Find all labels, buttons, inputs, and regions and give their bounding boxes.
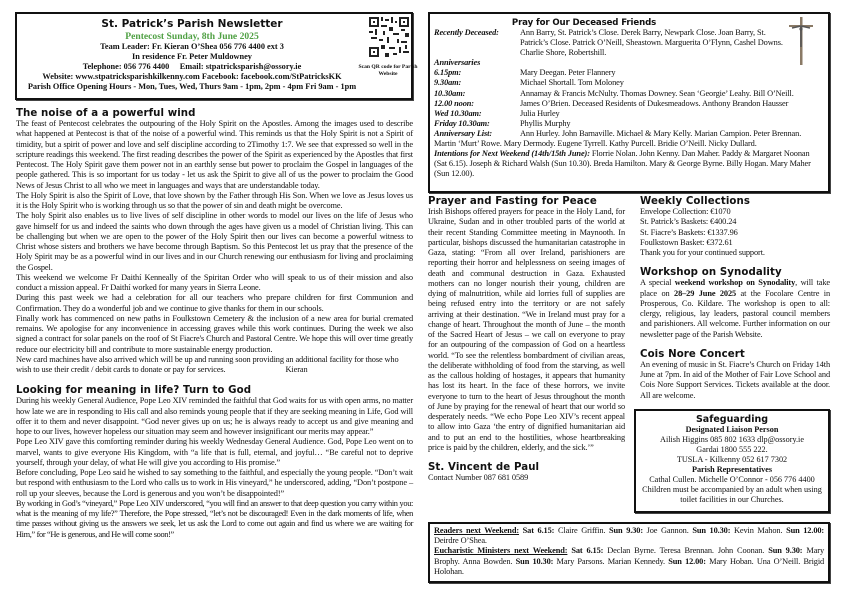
workshop-date: 28–29 June 2025 (674, 288, 737, 298)
collection-line: Envelope Collection: €1070 (640, 207, 731, 216)
text: , will take place on (640, 278, 831, 298)
signature: Kieran (285, 365, 308, 374)
gardai-contact: Gardai 1800 555 222. (696, 445, 768, 454)
noise-heading: The noise of a a powerful wind (16, 108, 196, 119)
anniversary-time: Wed 10.30am: (434, 108, 482, 118)
anniversary-names: James O’Brien. Deceased Residents of Dukesmeadows. Anthony Brandon Hausser (520, 98, 789, 108)
intentions: Florrie Nolan. John Kenny. Dan Maher. Paddy & Margaret Noonan (Sat 6.15). Joseph & Richard Walsh (Sun 10.30). Breda Hamilton. Mary & George Byrne. Billy Hogan. Mary Maher (Sun 12.00). (434, 149, 811, 179)
ministers-rota (434, 546, 824, 577)
collections-heading: Weekly Collections (640, 196, 751, 207)
rota-names: Deirdre O’Shea. (434, 536, 487, 546)
intentions-label: Intentions for Next Weekend (14th/15th June): (434, 149, 590, 159)
newsletter-date: Pentecost Sunday, 8th June 2025 (125, 31, 259, 42)
rota-time: Sun 10.30: (692, 526, 731, 535)
paragraph: Pope Leo XIV gave this comforting reminder during his weekly Wednesday General Audience. God, Pope Leo went on to marvel, wants to give everyone His Kingdom, with “a life that is full, eternal, and joyful… “Be careful not to deprive yourself, through your delay, of what He will give you according to His promise.” (16, 437, 413, 467)
rota-names: Kevin Mahon. (734, 526, 783, 535)
workshop-heading: Workshop on Synodality (640, 267, 782, 279)
anniversary-time: 12.00 noon: (434, 98, 474, 108)
paragraph: This weekend we welcome Fr Daithí Kenneally of the Spiritan Order who will speak to us of their mission and also conduct a mission appeal. Fr Daithí worked for many years in Sierra Leone. (16, 272, 413, 292)
paragraph: The holy Spirit also enables us to live lives of self discipline in other words to model our lives on the life of Jesus who gave himself for us and indeed the saints who down through the ages have given us a model of Christian living. This can be challenging but when we are open to the power of the Holy Spirit then our lives can become a powerful witness to Christ whose sisters and brothers we have become through Baptism. So this Pentecost let us pray that the presence of the Holy Spirit may be as a powerful wind in our lives and in our Church renewing our enthusiasm for living and proclaiming the Gospel. (16, 211, 413, 272)
rota-names: Mary Hoban. Una O’Neill. Brigid Holohan. (434, 556, 825, 576)
collection-line: St. Fiacre’s Baskets: €1337.96 (640, 227, 738, 237)
tusla-contact: TUSLA - Kilkenny 052 617 7302 (676, 455, 788, 464)
in-residence: In residence Fr. Peter Muldowney (132, 51, 252, 61)
text: A special (640, 278, 675, 288)
svp-heading: St. Vincent de Paul (428, 462, 540, 473)
paragraph: By working in God’s “vineyard,” Pope Leo XIV underscored, “you will find an answer to that deep question you carry within you: what is the meaning of my life?” Therefore, the Pope stressed, “let’s not be discouraged! Even in the dark moments of life, when time passes without giving us the answers we seek, let us ask the Lord to come out again and find us where we are waiting for Him,” for “He is generous, and He will come soon!” (16, 498, 413, 539)
paragraph: During his weekly General Audience, Pope Leo XIV reminded the faithful that God waits for us with open arms, no matter how late we are in responding to His call and also reminds young people that if they are seeking meaning in Life, God will offer it to them and never disappoint. “God never gives up on us; he is always ready to accept us and give meaning and hope to our lives, however hopeless our situation may seem and however insignificant our merits may appear.” (16, 396, 413, 436)
anniversary-time: 9.30am: (434, 78, 462, 88)
paragraph: Finally work has commenced on new paths in Foulkstown Cemetery & the inclusion of a new area for burial cremated remains. We apologise for any inconvenience in accessing graves while this work continues. During the week we also signed a contract for solar panels on the roof of St Fiacre's Church and Pastoral Centre. We hope this will over time greatly reduce our electricity bill and contribute to more sustainable energy production. (16, 313, 413, 354)
qr-code-icon[interactable] (369, 17, 409, 57)
deceased-title: Pray for Our Deceased Friends (511, 18, 657, 28)
anniversary-names: Annamay & Francis McNulty. Thomas Downey. Sean ‘Georgie’ Leahy. Bill O’Neill. (520, 88, 794, 98)
concert-text: An evening of music in St. Fiacre’s Church on Friday 14th June at 7pm. In aid of the Mother of Fair Love School and Cois Nore Support Services. Tickets available at the door. All are welcome. (640, 359, 830, 400)
rota-time: Sun 12.00: (668, 556, 706, 566)
recently-deceased: Ann Barry, St. Patrick’s Close. Derek Barry, Newpark Close. Joan Barry, St. Patrick’s Close. Patrick O’Neill, Sheastown. Marguerita O’Flynn, Cashel Downs. Charlie Shore, Robertshill. (520, 28, 783, 58)
safeguarding-box (634, 409, 830, 513)
collection-thanks: Thank you for your continued support. (640, 248, 765, 257)
office-hours: Parish Office Opening Hours - Mon, Tues, Wed, Thurs 9am - 1pm, 2pm - 4pm Fri 9am - 1pm (27, 81, 357, 91)
paragraph: The Holy Spirit is also the Spirit of Love, that love shown by the Father through His Son. When we love as Jesus loves us it is the Holy Spirit who is working through us so that the power of sin and death might be overcome. (16, 190, 413, 210)
collection-line: St. Patrick’s Baskets: €400.24 (640, 217, 737, 227)
rota-names: Mary Brophy. Anna Bowden. (434, 546, 824, 566)
reps-label: Parish Representatives (691, 465, 773, 474)
middle-column (428, 196, 625, 483)
newsletter-header (15, 12, 418, 100)
anniversaries-label: Anniversaries (434, 58, 481, 68)
website: Website: www.stpatricksparishkilkenny.com Facebook: facebook.com/StPatricksKK (42, 71, 342, 81)
rota-names: Mary Parsons. Marian Kennedy. (556, 556, 666, 566)
anniversary-time: 6.15pm: (434, 68, 462, 78)
peace-article: Irish Bishops offered prayers for peace in the Holy Land, for Ukraine, Sudan and in other troubled parts of the world at their recent Standing Committee meeting in Maynooth. In particular, bishops discussed the humanitarian catastrophe in Gaza, stating: “From all over Ireland, parishioners are reporting their horror and helplessness on seeing images of death and communal destruction in Gaza. Exhausted mothers can no longer nourish their young, children are dying of malnutrition, while aid lorries full of supplies are being refused entry into the territory or are not safely arriving at their destination. “We in Ireland must pray for a change of heart. Throughout the month of June – the month of the Sacred Heart of Jesus – we call on everyone to pray for an outpouring of the compassion of God on a heartless world. “To see the relentless bombardment of civilian areas, the deliberate withholding of food from the starving, as well as the callous holding of hostages, it appears that humanity has lost its heart. In the face of these horrors, we invite everyone to turn to the heart of Jesus throughout the month of June by praying for the renewal of heart that our world so desperately needs. “We echo Pope Leo XIV’s recent appeal to allow into Gaza ‘the entry of dignified humanitarian aid and to put an end to the hostilities, whose heartbreaking price is paid by the children, elderly, and the sick.’” (428, 207, 625, 452)
paragraph: New card machines have also arrived which will be up and running soon providing an additional facility for those who wish to use their credit / debit cards to donate or pay for services. (16, 354, 399, 374)
collection-line: Foulkstown Basket: €372.61 (640, 237, 733, 247)
dlp-contact: Ailish Higgins 085 802 1633 dlp@ossory.ie (660, 435, 804, 444)
rota-time: Sun 9.30: (609, 526, 643, 535)
ministers-label: Eucharistic Ministers next Weekend: (434, 546, 568, 556)
email: Email: stpatricksparish@ossory.ie (179, 61, 302, 71)
telephone: Telephone: 056 776 4400 (82, 61, 170, 71)
safeguarding-note: Children must be accompanied by an adult when using toilet facilities in our Churches. (642, 485, 822, 504)
reps-contact: Cathal Cullen. Michelle O’Connor - 056 776 4400 (649, 475, 815, 484)
readers-label: Readers next Weekend: (434, 526, 520, 535)
paragraph: The feast of Pentecost celebrates the outpouring of the Holy Spirit on the Apostles. Among the images used to describe what happened at Pentecost is that of the noise of a powerful wind. This reminds us that the Holy Spirit is not a Spirit of timidity, but a spirit of power and love and self discipline according to 2Timothy 1:7. We see that expressed so well in the scripture readings this weekend. The first reading describes the power of the Spirit as experienced by the Apostles that first Pentecost. The Holy Spirit gave them power not in an earthly sense but power to proclaim the Gospel in languages of the people gathered. This is so important for us today - let us ask the Spirit to give all of us the power to proclaim the Good News of Jesus Christ to all who we meet in languages and ways that are understandable today. (16, 119, 413, 190)
concert-heading: Cois Nore Concert (640, 348, 745, 360)
anniversary-names: Mary Deegan. Peter Flannery (520, 68, 616, 78)
right-column (640, 196, 830, 401)
rota-names: Declan Byrne. Teresa Brennan. John Coonan. (607, 546, 765, 556)
workshop-name: weekend workshop on Synodality (674, 278, 796, 288)
rota-box (428, 522, 830, 583)
meaning-heading: Looking for meaning in life? Turn to God (16, 385, 252, 397)
recently-deceased-label: Recently Deceased: (434, 28, 499, 37)
svp-contact: Contact Number 087 681 0589 (428, 473, 529, 482)
peace-heading: Prayer and Fasting for Peace (428, 196, 597, 207)
anniversary-time: 10.30am: (434, 88, 466, 98)
rota-time: Sun 9.30: (768, 546, 803, 556)
rota-names: Joe Gannon. (646, 526, 689, 535)
anniversary-list-label: Anniversary List: (434, 128, 492, 138)
anniversary-time: Friday 10.30am: (434, 118, 490, 128)
workshop-text (640, 278, 830, 340)
readers-rota (434, 526, 824, 546)
meaning-article (16, 396, 413, 540)
noise-article (16, 119, 413, 375)
qr-caption: Scan QR code for Parish Website (358, 64, 418, 77)
paragraph: During this past week we had a celebration for all our teachers who prepare children for first Communion and Confirmation. They do a wonderful job and we continue to give thanks for them in our schools. (16, 293, 413, 313)
text: at the Focolare Centre in Prosperous, Co. Kildare. The workshop is open to all: clergy, religious, lay leaders, pastoral council members and parishioners. All welcome. Further information on our newsletter page of the Parish Website. (640, 288, 830, 339)
rota-names: Claire Griffin. (557, 526, 606, 535)
anniversary-names: Phyllis Murphy (520, 118, 571, 128)
anniversary-names: Julia Hurley (520, 108, 560, 118)
anniversary-names: Michael Shortall. Tom Moloney (520, 78, 624, 88)
paragraph: Before concluding, Pope Leo said he wished to say something to the faithful, and especially the young people. “Don’t wait but respond with enthusiasm to the Lord who calls us to work in His vineyard,” he underscored, adding, “Don’t postpone – roll up your sleeves, because the Lord is generous and you won’t be disappointed!” (16, 468, 413, 498)
anniversary-list: Ann Hurley. John Barnaville. Michael & Mary Kelly. Marian Campion. Peter Brennan. Martin ‘Murt’ Rowe. Mary Dermody. Eugene Tyrrell. Kathy Purcell. Bridie O’Neill. Nicky Dullard. (434, 128, 802, 149)
rota-time: Sun 10.30: (515, 556, 554, 566)
collections-list (640, 207, 830, 258)
left-column (16, 108, 413, 540)
deceased-box (428, 12, 830, 193)
dlp-label: Designated Liaison Person (685, 425, 779, 434)
team-leader: Team Leader: Fr. Kieran O’Shea 056 776 4400 ext 3 (100, 42, 284, 51)
rota-time: Sat 6.15: (522, 526, 555, 535)
rota-time: Sat 6.15: (571, 546, 604, 556)
crucifix-icon (788, 17, 814, 65)
safeguarding-title: Safeguarding (695, 414, 769, 425)
rota-time: Sun 12.00: (786, 526, 825, 535)
newsletter-title: St. Patrick’s Parish Newsletter (101, 18, 283, 30)
